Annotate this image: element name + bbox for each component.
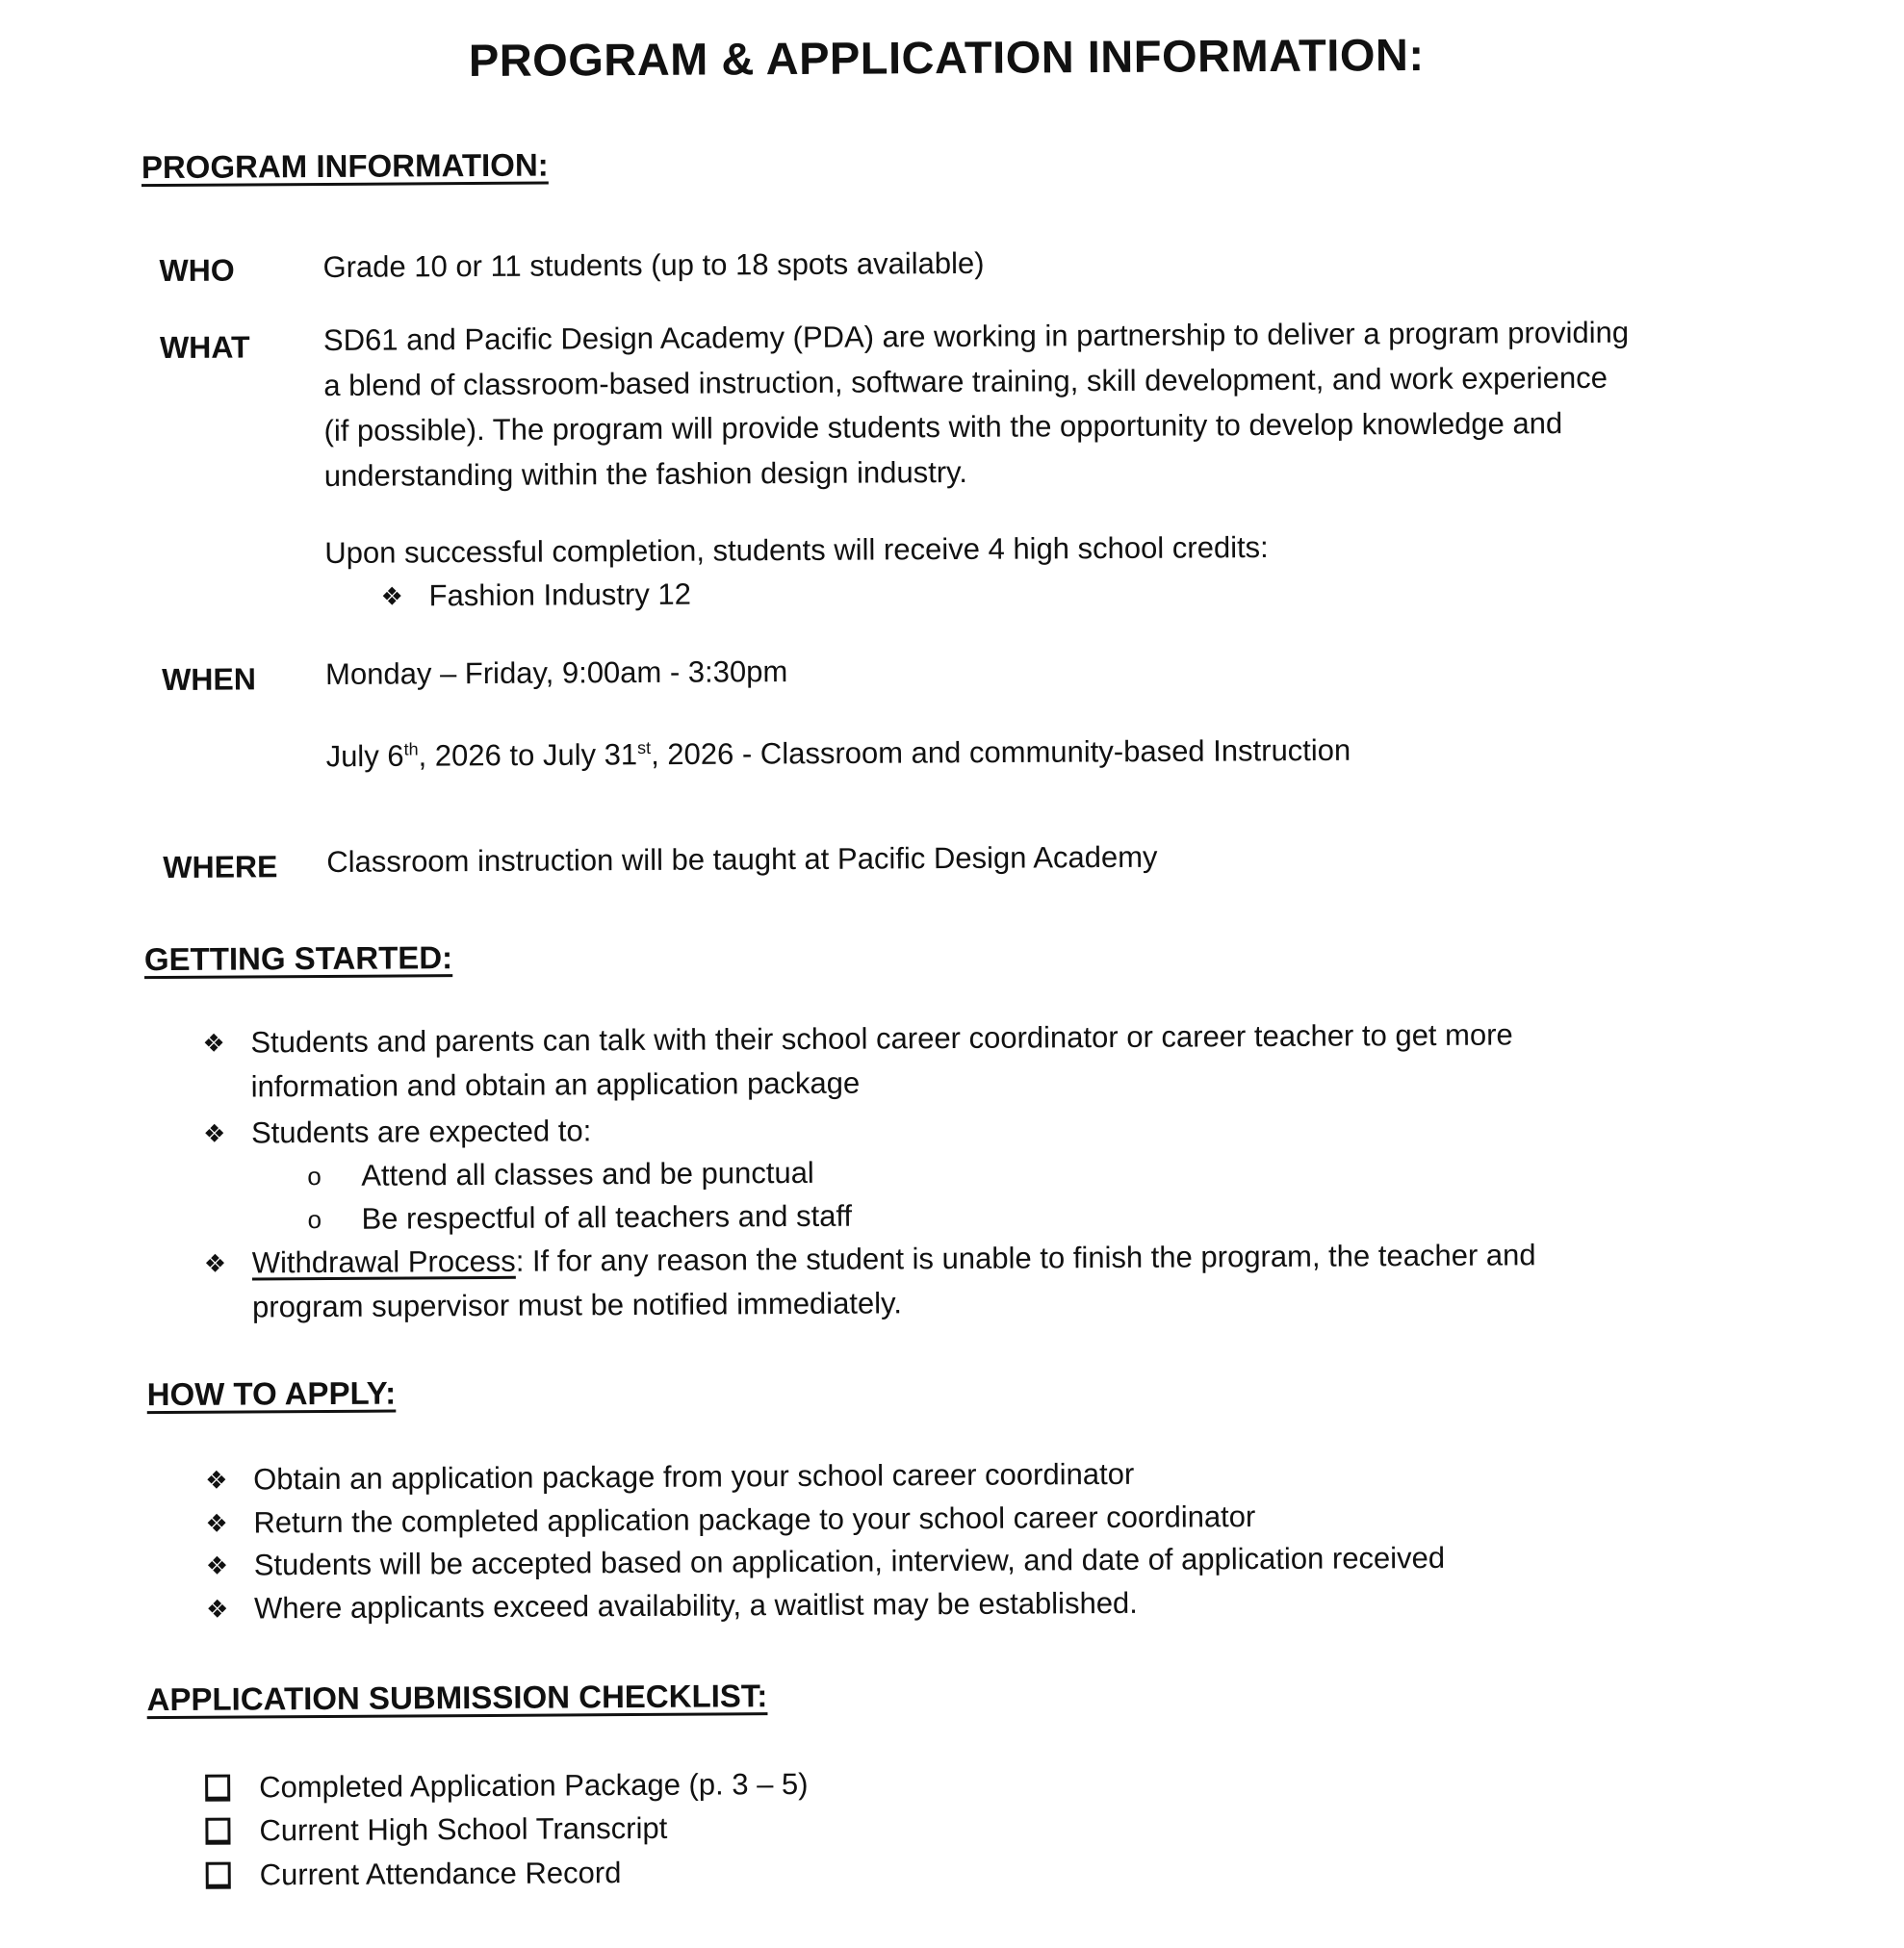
date-suffix: , 2026 - Classroom and community-based Instruction [651, 732, 1351, 772]
diamond-bullet-icon: ❖ [205, 1594, 229, 1624]
apply-item [206, 1581, 1138, 1631]
credits-text: Upon successful completion, students will receive 4 high school credits: [324, 529, 1269, 570]
checkbox-icon[interactable] [205, 1775, 230, 1802]
what-text [323, 309, 1749, 499]
page-title: PROGRAM & APPLICATION INFORMATION: [468, 28, 1425, 87]
sub-item [307, 1151, 814, 1198]
item-line: information and obtain an application package [250, 1065, 861, 1104]
item-line: Students and parents can talk with their school career coordinator or career teacher to get more [250, 1017, 1513, 1060]
item-line: : If for any reason the student is unable to finish the program, the teacher and [515, 1238, 1536, 1278]
where-text: Classroom instruction will be taught at Pacific Design Academy [326, 839, 1158, 879]
checklist-item-text: Current Attendance Record [259, 1856, 622, 1892]
apply-item-text: Obtain an application package from your school career coordinator [253, 1456, 1135, 1497]
apply-item-text: Where applicants exceed availability, a waitlist may be established. [253, 1585, 1138, 1626]
diamond-bullet-icon: ❖ [203, 1248, 227, 1278]
sub-item [307, 1194, 852, 1242]
item-line: Students are expected to: [250, 1114, 592, 1150]
where-label: WHERE [163, 849, 278, 885]
who-text: Grade 10 or 11 students (up to 18 spots available) [322, 245, 985, 284]
getting-started-item [202, 1012, 1513, 1109]
when-schedule: Monday – Friday, 9:00am - 3:30pm [324, 654, 788, 691]
diamond-bullet-icon: ❖ [205, 1551, 229, 1580]
apply-item [206, 1536, 1446, 1588]
getting-started-item [204, 1233, 1536, 1329]
checklist-item-text: Completed Application Package (p. 3 – 5) [259, 1766, 809, 1805]
checklist-item[interactable] [206, 1851, 622, 1898]
credit-item-text: Fashion Industry 12 [428, 577, 691, 613]
apply-item-text: Students will be accepted based on application, interview, and date of application received [253, 1540, 1446, 1582]
what-line: understanding within the fashion design industry. [323, 454, 968, 493]
withdrawal-process-link[interactable]: Withdrawal Process [251, 1243, 516, 1280]
diamond-bullet-icon: ❖ [380, 581, 404, 611]
diamond-bullet-icon: ❖ [202, 1028, 225, 1058]
program-information-heading: PROGRAM INFORMATION: [141, 146, 549, 186]
apply-item-text: Return the completed application package to your school career coordinator [253, 1499, 1256, 1540]
sub-item-text: Be respectful of all teachers and staff [361, 1198, 853, 1236]
checklist-item-text: Current High School Transcript [259, 1810, 668, 1848]
what-line: SD61 and Pacific Design Academy (PDA) are working in partnership to deliver a program providing [322, 315, 1630, 357]
how-to-apply-heading: HOW TO APPLY: [146, 1374, 397, 1413]
apply-item [205, 1452, 1134, 1502]
what-line: a blend of classroom-based instruction, software training, skill development, and work experience [323, 360, 1608, 402]
item-line: program supervisor must be notified immediately. [252, 1286, 903, 1324]
checklist-item[interactable] [205, 1762, 809, 1810]
diamond-bullet-icon: ❖ [205, 1508, 228, 1538]
when-label: WHEN [162, 661, 257, 698]
diamond-bullet-icon: ❖ [202, 1118, 226, 1148]
sub-item-text: Attend all classes and be punctual [361, 1155, 814, 1192]
circle-bullet-icon: o [307, 1205, 322, 1235]
checkbox-icon[interactable] [205, 1818, 230, 1845]
date-start: July 6 [325, 738, 404, 774]
what-label: WHAT [159, 329, 250, 366]
diamond-bullet-icon: ❖ [205, 1465, 228, 1495]
credit-item [380, 573, 691, 619]
checklist-item[interactable] [205, 1807, 667, 1854]
when-dates [325, 721, 1351, 779]
who-label: WHO [159, 252, 235, 289]
checklist-heading: APPLICATION SUBMISSION CHECKLIST: [146, 1678, 768, 1718]
getting-started-item [203, 1109, 592, 1155]
circle-bullet-icon: o [307, 1162, 322, 1192]
checkbox-icon[interactable] [206, 1862, 231, 1889]
date-middle: , 2026 to July 31 [418, 737, 638, 773]
what-line: (if possible). The program will provide students with the opportunity to develop knowledge and [323, 406, 1563, 448]
date-start-sup: th [403, 739, 419, 759]
date-end-sup: st [637, 737, 652, 757]
getting-started-heading: GETTING STARTED: [143, 939, 453, 978]
